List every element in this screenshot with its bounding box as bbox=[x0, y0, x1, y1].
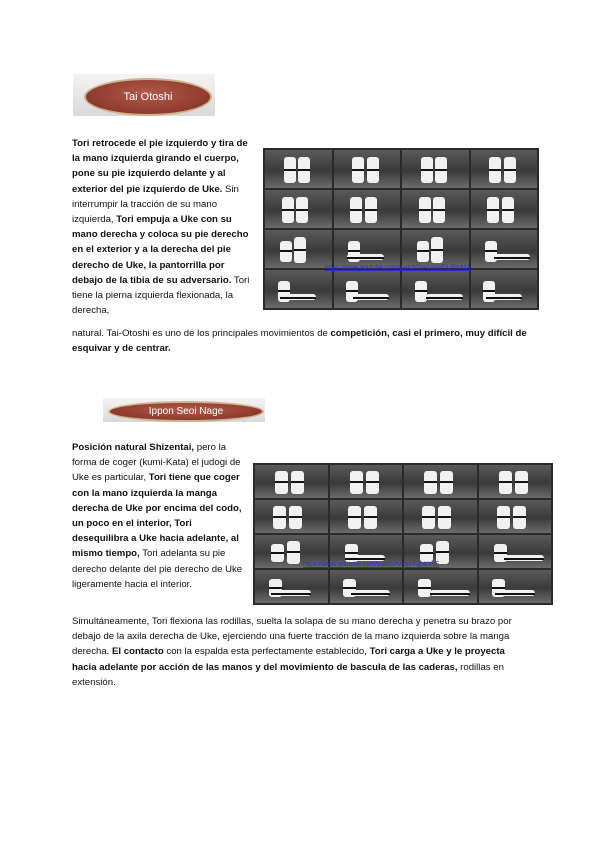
text-run: rodillas en extensión. bbox=[72, 661, 504, 688]
judoka-figure bbox=[418, 579, 431, 597]
judoka-figure bbox=[513, 506, 526, 529]
photo-frame bbox=[334, 190, 401, 228]
judoka-figure bbox=[271, 544, 284, 562]
judoka-figure bbox=[284, 157, 296, 184]
judoka-figure bbox=[347, 254, 384, 261]
photo-frame bbox=[330, 500, 403, 533]
judoka-figure bbox=[364, 506, 377, 529]
belt bbox=[269, 587, 282, 589]
photo-frame bbox=[404, 465, 477, 498]
photo-frame bbox=[255, 500, 328, 533]
belt bbox=[495, 593, 535, 595]
text-run: pero la forma de coger (kumi-Kata) el judogi de Uke es particular, bbox=[72, 442, 241, 484]
photo-frame bbox=[330, 465, 403, 498]
judoka-figure bbox=[417, 241, 429, 262]
text-run: Tori carga a Uke y le proyecta hacia adelante por acción de las manos y del movimiento de bascula de las caderas, bbox=[72, 646, 505, 673]
judoka-figure bbox=[431, 237, 443, 264]
ippon-seoi-nage-photo-sequence bbox=[253, 463, 553, 605]
judoka-figure bbox=[352, 157, 364, 184]
judoka-figure bbox=[502, 197, 514, 224]
judoka-figure bbox=[282, 197, 294, 224]
photo-frame bbox=[265, 150, 332, 188]
judoka-figure bbox=[271, 590, 311, 596]
belt bbox=[485, 250, 497, 252]
belt bbox=[419, 209, 431, 211]
judoka-figure bbox=[287, 541, 300, 564]
photo-frame bbox=[479, 570, 552, 603]
belt bbox=[420, 552, 433, 554]
photo-frame bbox=[402, 190, 469, 228]
belt bbox=[345, 558, 385, 560]
belt bbox=[440, 481, 453, 483]
belt bbox=[492, 587, 505, 589]
belt bbox=[438, 516, 451, 518]
judoka-figure bbox=[350, 197, 362, 224]
photo-frame bbox=[334, 230, 401, 268]
judoka-figure bbox=[486, 294, 523, 301]
text-run: Sin interrumpir la tracción de su mano izquierda, bbox=[72, 183, 239, 226]
judoka-figure bbox=[497, 506, 510, 529]
judoka-figure bbox=[438, 506, 451, 529]
belt bbox=[417, 250, 429, 252]
photo-frame bbox=[471, 230, 538, 268]
belt bbox=[343, 587, 356, 589]
belt bbox=[353, 297, 390, 299]
section-title-tai-otoshi: Tai Otoshi bbox=[84, 78, 212, 116]
text-run: Tori empuja a Uke con su mano derecha y coloca su pie derecho en el exterior y a la derecha del pie derecho de Uke, la pantorrilla por debajo de la tibia de su adversario. bbox=[72, 214, 249, 286]
text-run: Posición natural Shizentai, bbox=[72, 442, 195, 453]
judoka-figure bbox=[348, 506, 361, 529]
photo-frame bbox=[402, 150, 469, 188]
judoka-figure bbox=[435, 157, 447, 184]
belt bbox=[433, 209, 445, 211]
text-run: natural. Tai-Otoshi es uno de los principales movimientos de bbox=[72, 328, 331, 339]
belt bbox=[287, 551, 300, 553]
belt bbox=[350, 209, 362, 211]
belt bbox=[347, 257, 384, 259]
belt bbox=[436, 551, 449, 553]
belt bbox=[513, 516, 526, 518]
photo-frame bbox=[334, 270, 401, 308]
belt bbox=[483, 290, 495, 292]
text-run: El contacto bbox=[112, 646, 164, 658]
judoka-figure bbox=[424, 471, 437, 494]
photo-frame bbox=[255, 465, 328, 498]
belt bbox=[271, 593, 311, 595]
photo-frame bbox=[265, 230, 332, 268]
photo-frame bbox=[404, 500, 477, 533]
belt bbox=[504, 558, 544, 560]
belt bbox=[366, 481, 379, 483]
judoka-figure bbox=[504, 555, 544, 561]
belt bbox=[418, 587, 431, 589]
judoka-figure bbox=[489, 157, 501, 184]
judoka-figure bbox=[275, 471, 288, 494]
belt bbox=[273, 516, 286, 518]
belt bbox=[431, 249, 443, 251]
belt bbox=[278, 290, 290, 292]
belt bbox=[502, 209, 514, 211]
belt bbox=[282, 209, 294, 211]
judoka-figure bbox=[415, 281, 427, 302]
judoka-figure bbox=[289, 506, 302, 529]
judoka-figure bbox=[430, 590, 470, 596]
belt bbox=[294, 249, 306, 251]
photo-frame bbox=[265, 270, 332, 308]
ippon-seoi-nage-video-link[interactable]: https://www.youtube.com/watch?v=bvTup4lXvE bbox=[303, 561, 440, 568]
judoka-figure bbox=[494, 254, 531, 261]
belt bbox=[280, 297, 317, 299]
belt bbox=[298, 169, 310, 171]
belt bbox=[487, 209, 499, 211]
belt bbox=[497, 516, 510, 518]
judoka-figure bbox=[433, 197, 445, 224]
judoka-figure bbox=[515, 471, 528, 494]
judoka-figure bbox=[419, 197, 431, 224]
text-run: Tori adelanta su pie derecho delante del pie derecho de Uke ligeramente hacia el interior. bbox=[72, 548, 243, 590]
belt bbox=[422, 516, 435, 518]
photo-frame bbox=[479, 535, 552, 568]
belt bbox=[494, 257, 531, 259]
photo-frame bbox=[402, 230, 469, 268]
text-run: Tori tiene que coger con la mano izquierda la manga derecha de Uke por encima del codo, un poco en el interior, Tori desequilibra a Uke hacia adelante, al mismo tiempo, bbox=[72, 472, 242, 560]
judoka-figure bbox=[351, 590, 391, 596]
belt bbox=[280, 250, 292, 252]
section-title-ippon-seoi-nage: Ippon Seoi Nage bbox=[108, 401, 264, 422]
judoka-figure bbox=[294, 237, 306, 264]
photo-frame bbox=[479, 465, 552, 498]
ippon-seoi-nage-description bbox=[72, 440, 248, 592]
judoka-figure bbox=[422, 506, 435, 529]
text-run: Tori tiene la pierna izquierda flexionada, la derecha, bbox=[72, 274, 250, 317]
belt bbox=[426, 297, 463, 299]
belt bbox=[291, 481, 304, 483]
belt bbox=[415, 290, 427, 292]
belt bbox=[430, 593, 470, 595]
photo-frame bbox=[471, 270, 538, 308]
judoka-figure bbox=[499, 471, 512, 494]
belt bbox=[284, 169, 296, 171]
belt bbox=[367, 169, 379, 171]
judoka-figure bbox=[273, 506, 286, 529]
ippon-seoi-nage-description-continued bbox=[72, 614, 532, 690]
photo-frame bbox=[479, 500, 552, 533]
belt bbox=[515, 481, 528, 483]
belt bbox=[351, 593, 391, 595]
photo-frame bbox=[255, 570, 328, 603]
tai-otoshi-description bbox=[72, 136, 252, 318]
belt bbox=[346, 290, 358, 292]
judoka-figure bbox=[296, 197, 308, 224]
judoka-figure bbox=[366, 471, 379, 494]
judoka-figure bbox=[426, 294, 463, 301]
belt bbox=[365, 209, 377, 211]
belt bbox=[435, 169, 447, 171]
judoka-figure bbox=[504, 157, 516, 184]
photo-frame bbox=[471, 150, 538, 188]
belt bbox=[499, 481, 512, 483]
belt bbox=[348, 250, 360, 252]
photo-frame bbox=[404, 570, 477, 603]
belt bbox=[345, 552, 358, 554]
judoka-figure bbox=[367, 157, 379, 184]
belt bbox=[424, 481, 437, 483]
belt bbox=[494, 552, 507, 554]
belt bbox=[296, 209, 308, 211]
belt bbox=[421, 169, 433, 171]
judoka-figure bbox=[487, 197, 499, 224]
judoka-figure bbox=[365, 197, 377, 224]
tai-otoshi-photo-sequence bbox=[263, 148, 539, 310]
belt bbox=[364, 516, 377, 518]
tai-otoshi-video-link[interactable]: https://www.youtube.com/watch?v=1oaeFILRmMA bbox=[325, 264, 471, 271]
photo-frame bbox=[402, 270, 469, 308]
photo-frame bbox=[471, 190, 538, 228]
belt bbox=[289, 516, 302, 518]
belt bbox=[489, 169, 501, 171]
belt bbox=[271, 552, 284, 554]
photo-frame bbox=[265, 190, 332, 228]
judoka-figure bbox=[440, 471, 453, 494]
judoka-figure bbox=[420, 544, 433, 562]
photo-frame bbox=[330, 570, 403, 603]
judoka-figure bbox=[421, 157, 433, 184]
judoka-figure bbox=[291, 471, 304, 494]
judoka-figure bbox=[280, 241, 292, 262]
text-run: competición, casi el primero, muy difícil de esquivar y de centrar. bbox=[72, 328, 527, 355]
judoka-figure bbox=[350, 471, 363, 494]
text-run: Tori retrocede el pie izquierdo y tira de la mano izquierda girando el cuerpo, pone su pie izquierdo delante y al exterior del pie izquierdo de Uke. bbox=[72, 138, 248, 195]
judoka-figure bbox=[298, 157, 310, 184]
judoka-figure bbox=[353, 294, 390, 301]
judoka-figure bbox=[495, 590, 535, 596]
belt bbox=[350, 481, 363, 483]
photo-frame bbox=[334, 150, 401, 188]
text-run: Simultáneamente, Tori flexiona las rodillas, suelta la solapa de su mano derecha y penetra su brazo por debajo de la axila derecha de Uke, ejerciendo una fuerte tracción de la mano izquierda sobre la manga derecha. bbox=[72, 616, 512, 658]
text-run: con la espalda esta perfectamente establecido, bbox=[163, 646, 370, 658]
belt bbox=[348, 516, 361, 518]
belt bbox=[486, 297, 523, 299]
belt bbox=[352, 169, 364, 171]
belt bbox=[275, 481, 288, 483]
tai-otoshi-description-continued bbox=[72, 326, 532, 356]
judoka-figure bbox=[280, 294, 317, 301]
belt bbox=[504, 169, 516, 171]
